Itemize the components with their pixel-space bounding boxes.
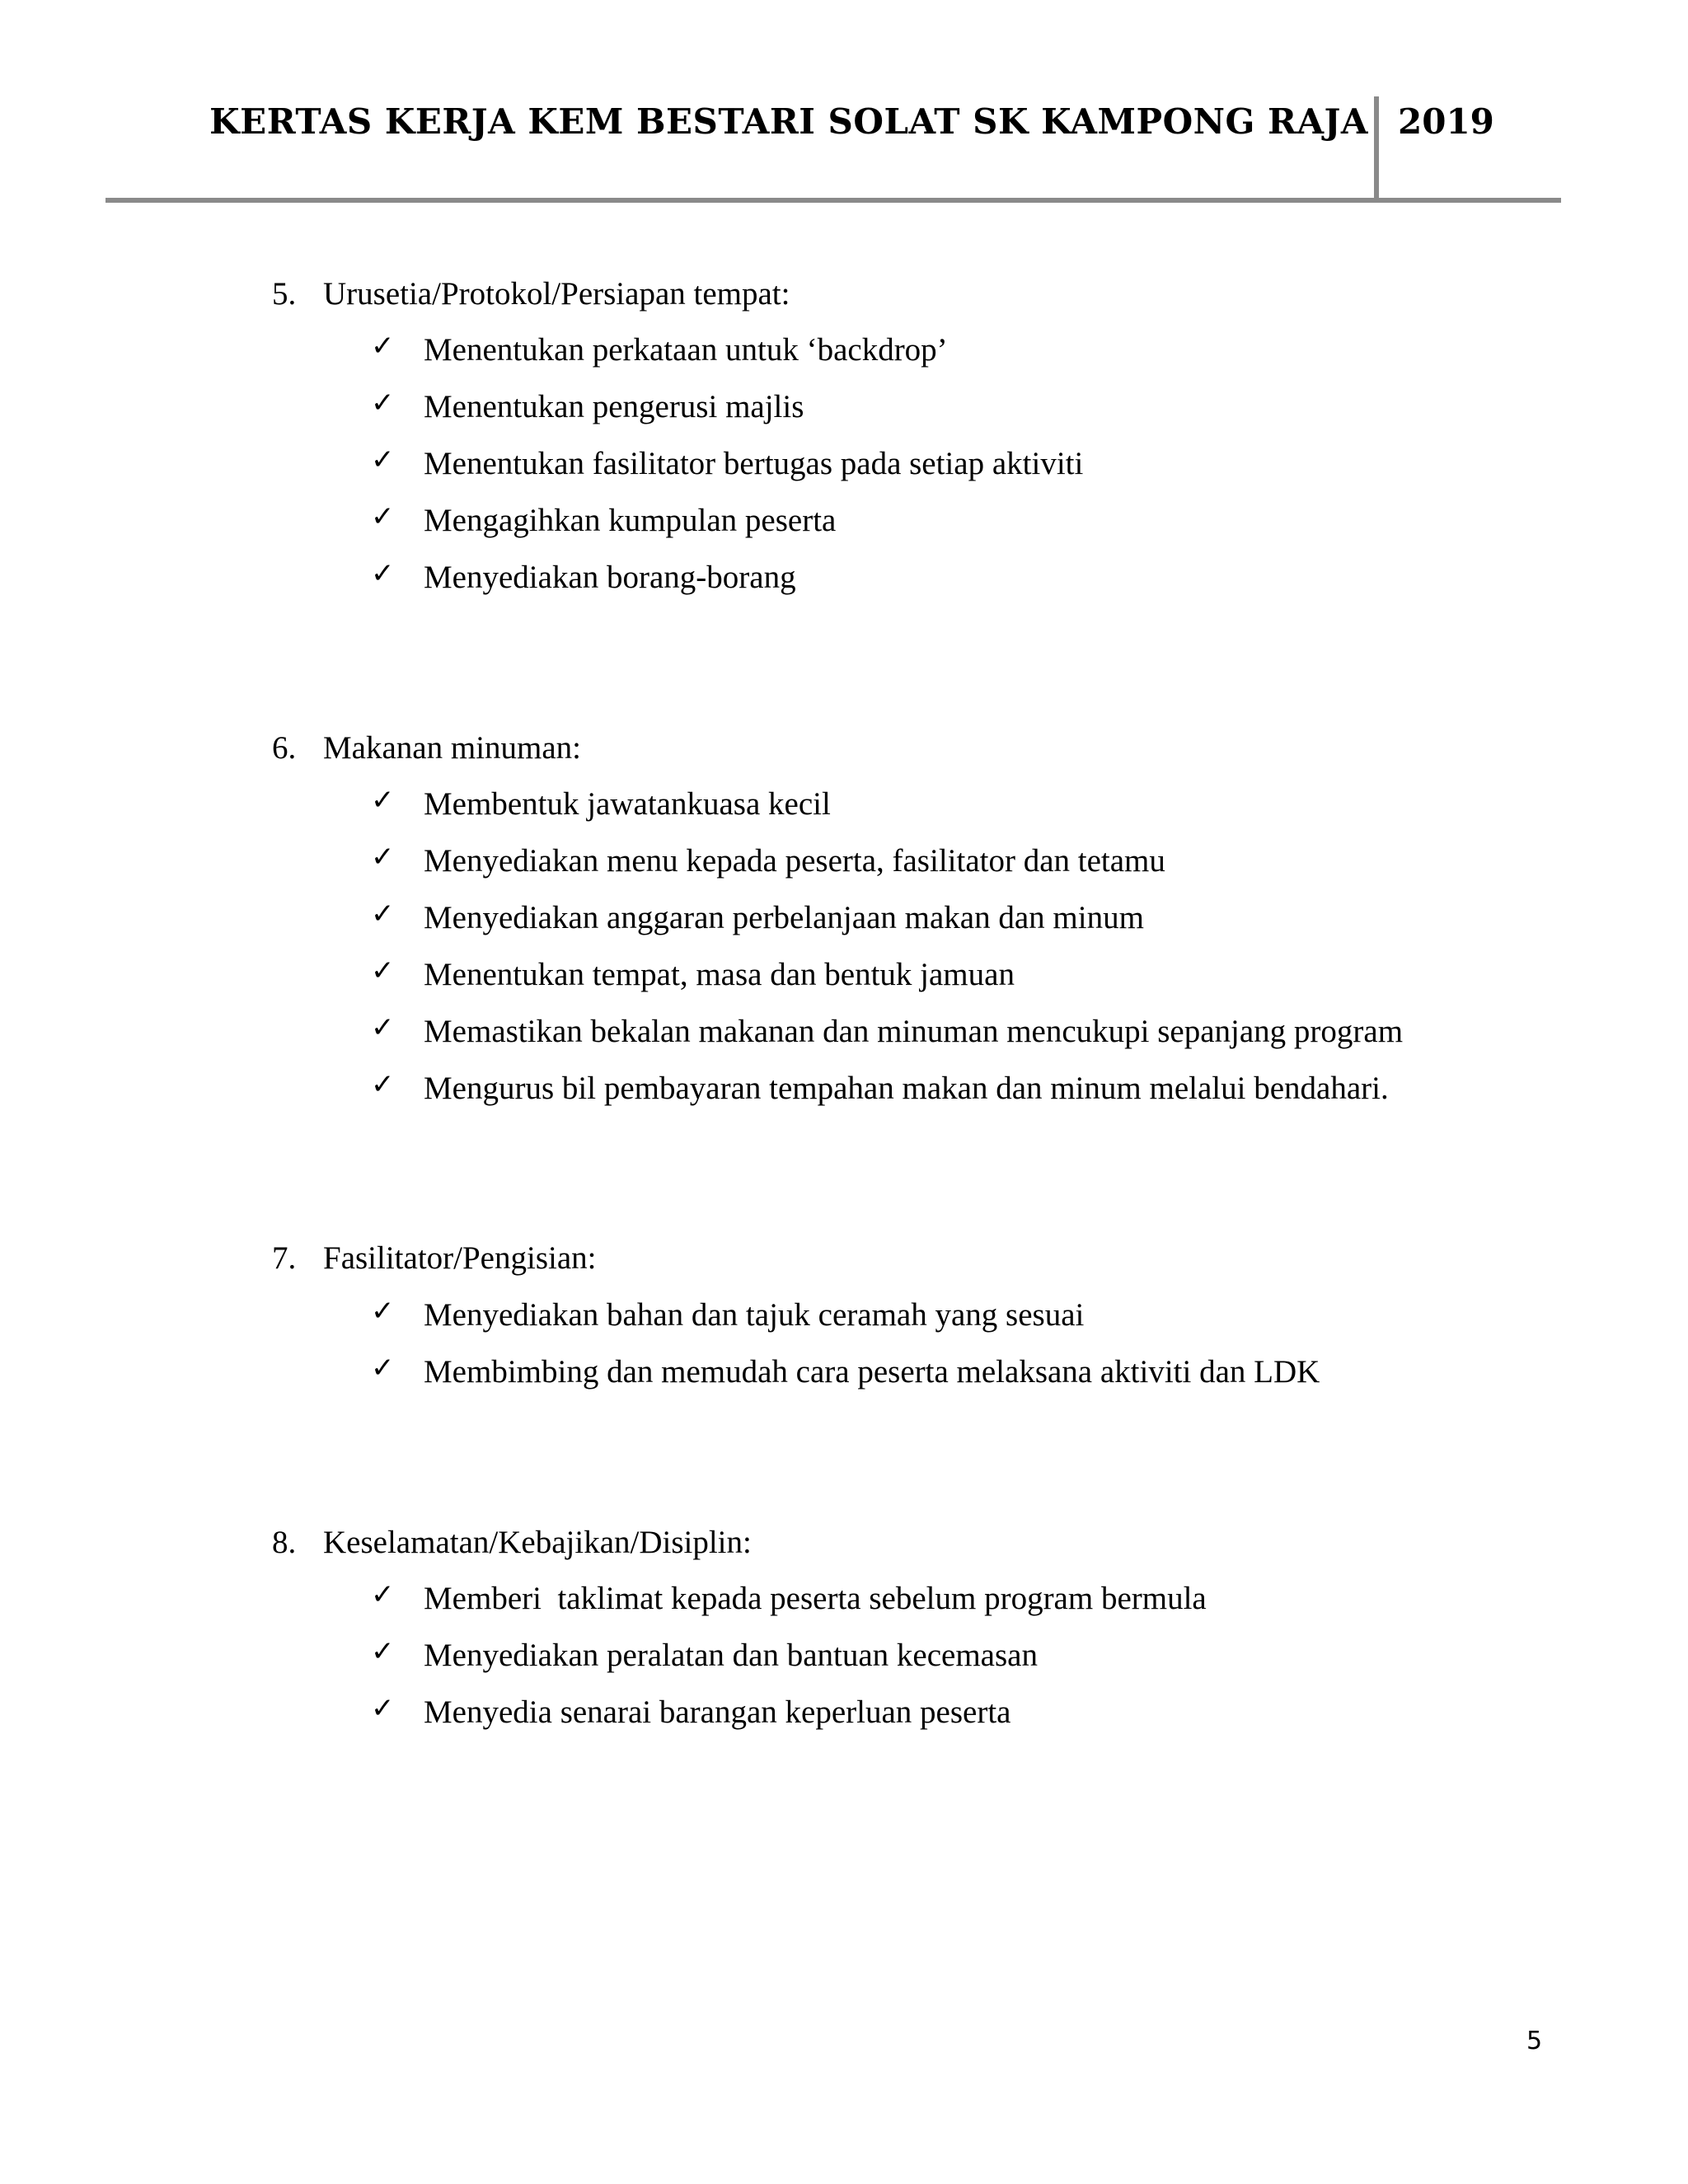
header-title: KERTAS KERJA KEM BESTARI SOLAT SK KAMPONG RAJA [209, 101, 1368, 142]
section-number: 8. [272, 1525, 297, 1560]
checkmark-icon: ✓ [371, 1011, 395, 1044]
checkmark-icon: ✓ [371, 898, 395, 930]
checkmark-icon: ✓ [371, 1692, 395, 1725]
list-item-text: Menyediakan borang-borang [424, 560, 796, 595]
section-number: 5. [272, 276, 297, 312]
checkmark-icon: ✓ [371, 330, 395, 363]
page-header [0, 0, 1688, 206]
checkmark-icon: ✓ [371, 1635, 395, 1668]
list-item-text: Menyediakan peralatan dan bantuan kecemasan [424, 1638, 1038, 1673]
list-item-text: Membimbing dan memudah cara peserta melaksana aktiviti dan LDK [424, 1354, 1320, 1390]
header-horizontal-rule [106, 198, 1561, 203]
header-vertical-divider [1374, 96, 1379, 202]
section-heading [272, 732, 581, 764]
header-year: 2019 [1398, 101, 1494, 142]
list-item-text: Memastikan bekalan makanan dan minuman mencukupi sepanjang program [424, 1014, 1404, 1049]
section-title: Urusetia/Protokol/Persiapan tempat: [323, 276, 790, 312]
checkmark-icon: ✓ [371, 841, 395, 874]
list-item-text: Menyediakan bahan dan tajuk ceramah yang sesuai [424, 1297, 1085, 1333]
list-item-text: Membentuk jawatankuasa kecil [424, 786, 831, 822]
list-item [371, 1692, 1011, 1825]
list-item-text: Menentukan perkataan untuk ‘backdrop’ [424, 332, 948, 368]
list-item-text: Menentukan pengerusi majlis [424, 389, 804, 424]
checkmark-icon: ✓ [371, 1295, 395, 1328]
list-item-text: Mengurus bil pembayaran tempahan makan dan minum melalui bendahari. [424, 1071, 1389, 1106]
list-item-text: Menyediakan anggaran perbelanjaan makan dan minum [424, 900, 1144, 935]
list-item-text: Mengagihkan kumpulan peserta [424, 503, 837, 538]
checkmark-icon: ✓ [371, 387, 395, 419]
section-number: 6. [272, 730, 297, 766]
page-number: 5 [1526, 2027, 1543, 2055]
section-heading [272, 1242, 596, 1274]
checkmark-icon: ✓ [371, 500, 395, 533]
list-item [371, 1068, 1389, 1201]
section-heading [272, 278, 790, 310]
checkmark-icon: ✓ [371, 443, 395, 476]
section-number: 7. [272, 1240, 297, 1276]
list-item [371, 557, 796, 690]
checkmark-icon: ✓ [371, 784, 395, 817]
checkmark-icon: ✓ [371, 1352, 395, 1385]
section-heading [272, 1526, 752, 1558]
section-title: Keselamatan/Kebajikan/Disiplin: [323, 1525, 752, 1560]
section-title: Makanan minuman: [323, 730, 582, 766]
list-item [371, 1352, 1320, 1484]
list-item-text: Menyediakan menu kepada peserta, fasilitator dan tetamu [424, 843, 1165, 879]
checkmark-icon: ✓ [371, 557, 395, 590]
list-item-text: Menyedia senarai barangan keperluan peserta [424, 1694, 1011, 1730]
checkmark-icon: ✓ [371, 1068, 395, 1101]
list-item-text: Menentukan tempat, masa dan bentuk jamuan [424, 957, 1015, 992]
checkmark-icon: ✓ [371, 954, 395, 987]
section-title: Fasilitator/Pengisian: [323, 1240, 597, 1276]
list-item-text: Menentukan fasilitator bertugas pada setiap aktiviti [424, 446, 1084, 481]
checkmark-icon: ✓ [371, 1578, 395, 1611]
list-item-text: Memberi taklimat kepada peserta sebelum program bermula [424, 1581, 1207, 1616]
